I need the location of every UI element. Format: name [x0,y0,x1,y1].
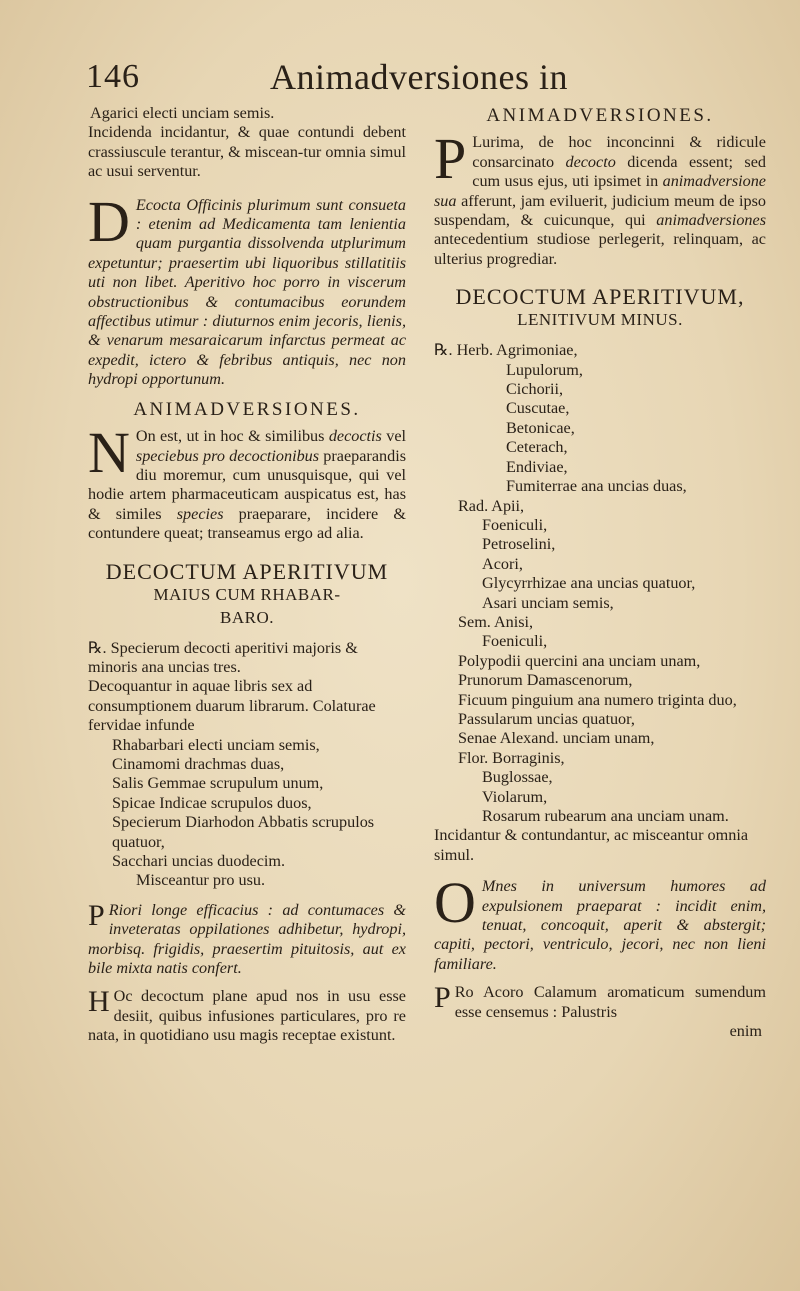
recipe-line: Senae Alexand. unciam unam, [458,729,655,748]
recipe-title-line: BARO. [220,607,274,627]
recipe-line: Incidantur & contundantur, ac misceantur omnia simul. [434,826,749,864]
recipe-line: Cichorii, [506,380,564,399]
left-column [88,104,406,1055]
recipe-line: Specierum Diarhodon Abbatis scrupulos quatuor, [112,813,375,851]
section-heading: ANIMADVERSIONES. [133,398,361,420]
recipe-title-line: DECOCTUM APERITIVUM [105,558,389,584]
animadversion-paragraph [88,427,406,543]
recipe-line: Endiviae, [506,457,568,476]
note-text: Riori longe efficacius : ad contumaces & inveteratas oppilationes adhibetur, hydropi, morbisq. frigidis, praesertim pituitosis, aut ex bile mixta natis confert. [88,900,406,978]
commentary-note [88,901,406,979]
recipe-line: Buglossae, [482,768,553,787]
section-heading: ANIMADVERSIONES. [486,105,714,126]
recipe-line: Lupulorum, [506,360,583,379]
recipe-line: Fumiterrae ana uncias duas, [506,477,687,496]
recipe-line: Glycyrrhizae ana uncias quatuor, [482,574,696,593]
recipe-line: Sacchari uncias duodecim. [112,852,286,870]
drop-cap: H [88,987,110,1019]
recipe-title-line: MAIUS CUM RHABAR- [153,584,341,604]
recipe-line: Petroselini, [482,535,556,554]
commentary-note [434,983,766,1022]
recipe-line: Ceterach, [506,438,568,457]
recipe-line: Foeniculi, [482,515,548,534]
recipe-list [88,639,406,891]
recipe-title-line: LENITIVUM MINUS. [517,310,683,330]
catchword: enim [729,1022,762,1041]
drop-cap: P [434,133,467,192]
right-column [434,104,766,1041]
recipe-list [434,341,766,865]
recipe-line: Asari unciam semis, [482,593,614,612]
recipe-line: Rad. Apii, [458,496,525,515]
paragraph-text: Lurima, de hoc inconcinni & ridicule consarcinato decocto dicenda essent; sed cum usus ejus, uti ipsimet in animadversione sua afferunt, jam eviluerit, judicium meum de ipso suspendam, & cuicunque, qui animadversiones antecedentium studiose perlegerit, relinquam, ac ulterius progrediar. [434,133,766,268]
recipe-line: Ficuum pinguium ana numero triginta duo, [458,690,737,709]
recipe-line: Foeniculi, [482,632,548,651]
intro-line: Incidenda incidantur, & quae contundi debent crassiuscule terantur, & miscean-tur omnia simul ac usui serventur. [88,123,406,181]
recipe-line: Violarum, [482,787,548,806]
commentary-note [434,877,766,974]
note-text: Oc decoctum plane apud nos in usu esse desiit, quibus infusiones particulares, pro re nata, in quotidiano usu magis receptae existunt. [88,987,406,1045]
recipe-line: Cuscutae, [506,399,570,418]
note-text: Ecocta Officinis plurimum sunt consueta : etenim ad Medicamenta tam lenientia quam purgantia dissolvenda utplurimum expetuntur; praesertim ubi liquoribus stillatitiis uti non libet. Aperitivo hoc porro in viscerum obstructionibus & contumacibus eorundem affectibus utimur : diuturnos enim jecoris, lienis, & venarum mesaraicarum infarctus permeat ac expedit, ictero & febribus antiquis, nec non hydropi opportunum. [88,195,406,389]
page-header [84,50,774,100]
recipe-line: Spicae Indicae scrupulos duos, [112,793,312,812]
drop-cap: P [88,900,105,932]
recipe-line: Salis Gemmae scrupulum unum, [112,774,324,793]
animadversion-paragraph [434,133,766,269]
recipe-line: Prunorum Damascenorum, [458,671,633,690]
recipe-line: Betonicae, [506,418,575,437]
recipe-title [88,560,406,629]
paragraph-text: On est, ut in hoc & similibus decoctis vel speciebus pro decoctionibus praeparandis diu moremur, cum unusquisque, qui vel hodie artem pharmaceuticam auspicatus est, has & similes species praeparare, incidere & contundere queat; transeamus ergo ad alia. [88,427,406,543]
drop-cap: D [88,195,130,254]
recipe-line: Polypodii quercini ana unciam unam, [458,651,701,670]
recipe-line: Acori, [482,554,523,573]
recipe-line: Rosarum rubearum ana unciam unam. [482,807,729,825]
note-text: Mnes in universum humores ad expulsionem praeparat : incidit enim, tenuat, concoquit, aperit & abstergit; capiti, pectori, ventriculo, jecori, nec non lieni familiare. [434,877,766,973]
commentary-note [88,196,406,390]
note-text: Ro Acoro Calamum aromaticum sumendum esse censemus : Palustris [454,983,766,1021]
recipe-title [434,285,766,331]
commentary-note [88,987,406,1045]
recipe-line: ℞. Herb. Agrimoniae, [434,341,578,360]
recipe-line: Flor. Borraginis, [458,748,565,767]
recipe-line: ℞. Specierum decocti aperitivi majoris & minoris ana uncias tres. [88,638,358,676]
recipe-line: Rhabarbari electi unciam semis, [112,735,320,754]
intro-line: Agarici electi unciam semis. [90,104,275,122]
recipe-line: Decoquantur in aquae libris sex ad consumptionem duarum librarum. Colaturae fervidae infunde [88,677,376,735]
drop-cap: N [88,427,130,486]
recipe-line: Passularum uncias quatuor, [458,709,635,728]
recipe-line: Sem. Anisi, [458,612,534,631]
drop-cap: P [434,983,451,1015]
recipe-title-line: DECOCTUM APERITIVUM, [455,284,745,310]
drop-cap: O [434,877,476,936]
recipe-line: Misceantur pro usu. [136,871,266,890]
running-head: Animadversiones in [270,57,568,97]
page-number: 146 [86,58,140,95]
recipe-line: Cinamomi drachmas duas, [112,754,285,773]
